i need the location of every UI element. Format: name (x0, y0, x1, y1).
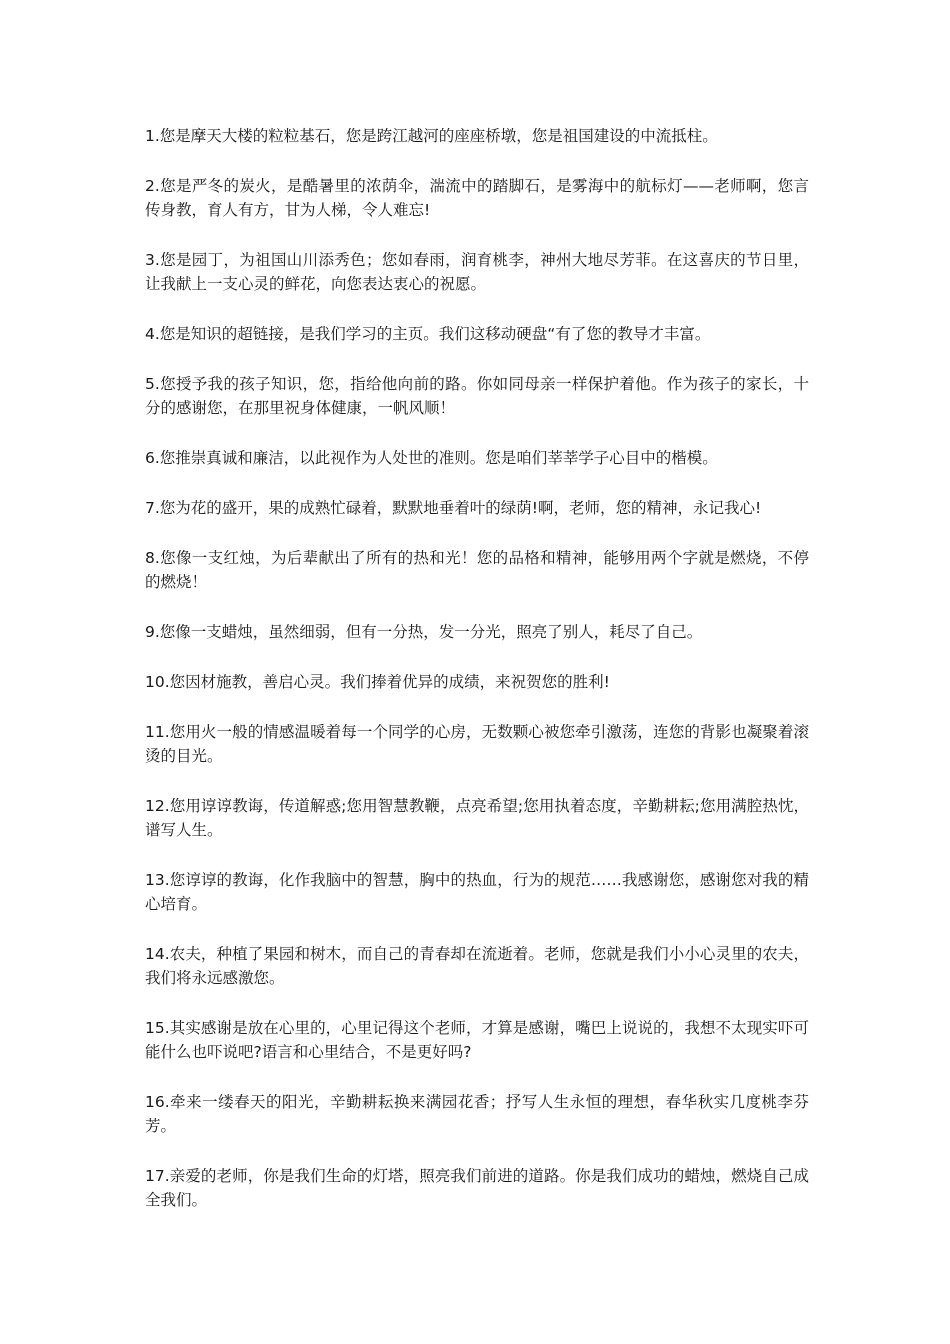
paragraph-11: 11.您用火一般的情感温暖着每一个同学的心房，无数颗心被您牵引激荡，连您的背影也凝聚着滚烫的目光。 (145, 723, 809, 765)
paragraph-3: 3.您是园丁，为祖国山川添秀色；您如春雨，润育桃李，神州大地尽芳菲。在这喜庆的节日里，让我献上一支心灵的鲜花，向您表达衷心的祝愿。 (145, 251, 809, 293)
paragraph-5: 5.您授予我的孩子知识，您，指给他向前的路。你如同母亲一样保护着他。作为孩子的家长，十分的感谢您，在那里祝身体健康，一帆风顺！ (145, 375, 809, 417)
paragraph-10: 10.您因材施教，善启心灵。我们捧着优异的成绩，来祝贺您的胜利! (145, 673, 610, 691)
document-body (145, 124, 809, 1238)
paragraph-16: 16.牵来一缕春天的阳光，辛勤耕耘换来满园花香；抒写人生永恒的理想，春华秋实几度桃李芬芳。 (145, 1093, 809, 1135)
paragraph-12: 12.您用谆谆教诲，传道解惑;您用智慧教鞭，点亮希望;您用执着态度，辛勤耕耘;您用满腔热忱，谱写人生。 (145, 797, 809, 839)
paragraph-15: 15.其实感谢是放在心里的，心里记得这个老师，才算是感谢，嘴巴上说说的，我想不太现实吓可能什么也吓说吧?语言和心里结合，不是更好吗? (145, 1019, 809, 1061)
paragraph-6: 6.您推崇真诚和廉洁，以此视作为人处世的准则。您是咱们莘莘学子心目中的楷模。 (145, 449, 718, 467)
paragraph-7: 7.您为花的盛开，果的成熟忙碌着，默默地垂着叶的绿荫!啊，老师，您的精神，永记我心! (145, 499, 762, 517)
paragraph-17: 17.亲爱的老师，你是我们生命的灯塔，照亮我们前进的道路。你是我们成功的蜡烛，燃烧自己成全我们。 (145, 1167, 809, 1209)
paragraph-2: 2.您是严冬的炭火，是酷暑里的浓荫伞，湍流中的踏脚石，是雾海中的航标灯——老师啊，您言传身教，育人有方，甘为人梯，令人难忘! (145, 177, 809, 219)
paragraph-4: 4.您是知识的超链接，是我们学习的主页。我们这移动硬盘“有了您的教导才丰富。 (145, 325, 711, 343)
paragraph-9: 9.您像一支蜡烛，虽然细弱，但有一分热，发一分光，照亮了别人，耗尽了自己。 (145, 623, 703, 641)
paragraph-1: 1.您是摩天大楼的粒粒基石，您是跨江越河的座座桥墩，您是祖国建设的中流抵柱。 (145, 127, 718, 145)
paragraph-8: 8.您像一支红烛，为后辈献出了所有的热和光！您的品格和精神，能够用两个字就是燃烧，不停的燃烧！ (145, 549, 809, 591)
paragraph-14: 14.农夫，种植了果园和树木，而自己的青春却在流逝着。老师，您就是我们小小心灵里的农夫，我们将永远感激您。 (145, 945, 809, 987)
paragraph-13: 13.您谆谆的教诲，化作我脑中的智慧，胸中的热血，行为的规范……我感谢您，感谢您对我的精心培育。 (145, 871, 809, 913)
